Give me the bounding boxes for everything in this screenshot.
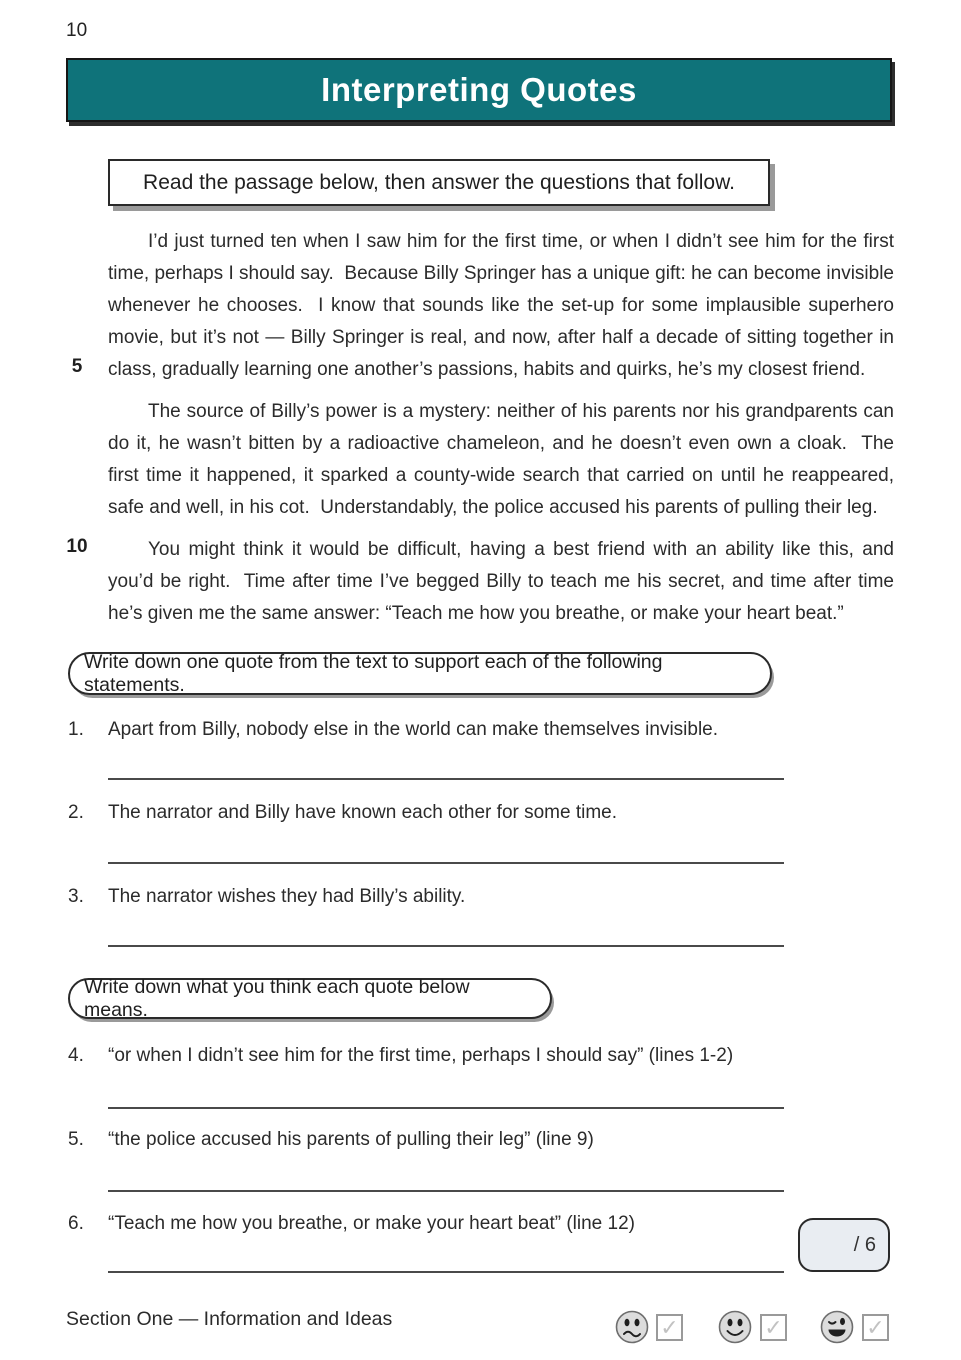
question-6 [68, 1213, 828, 1235]
score-total-label: / 6 [853, 1233, 876, 1256]
passage-paragraph: You might think it would be difficult, having a best friend with an ability like this, and you’d be right. Time after time I’ve begged Billy to teach me his secret, and time after time he’s given me the same answer: “Teach me how you breathe, or make your heart beat.” [108, 539, 900, 624]
question-number: 4. [68, 1045, 84, 1066]
section-footer: Section One — Information and Ideas [66, 1308, 393, 1330]
question-text: “Teach me how you breathe, or make your heart beat” (line 12) [108, 1213, 635, 1234]
passage-paragraph: The source of Billy’s power is a mystery: neither of his parents nor his grandparents can do it, he wasn’t bitten by a radioactive chameleon, and he doesn’t even own a cloak. The first time it happened, it sparked a county-wide search that carried on until he reappeared, safe and well, in his cot. Understandably, the police accused his parents of pulling their leg. [108, 401, 900, 518]
question-number: 1. [68, 719, 84, 740]
question-1 [68, 719, 828, 741]
question-2 [68, 802, 828, 824]
happy-checkbox[interactable] [862, 1314, 889, 1341]
title-banner [66, 58, 892, 122]
instruction-text: Read the passage below, then answer the questions that follow. [143, 170, 735, 194]
answer-line-6[interactable] [108, 1271, 784, 1273]
check-icon: ✓ [660, 1314, 679, 1340]
answer-line-5[interactable] [108, 1190, 784, 1192]
okay-checkbox[interactable] [760, 1314, 787, 1341]
answer-line-3[interactable] [108, 945, 784, 947]
question-4 [68, 1045, 828, 1067]
check-icon: ✓ [764, 1314, 783, 1340]
page-title: Interpreting Quotes [321, 71, 637, 108]
question-text: “or when I didn’t see him for the first time, perhaps I should say” (lines 1-2) [108, 1045, 734, 1066]
smile-face-icon [718, 1310, 752, 1344]
answer-line-2[interactable] [108, 862, 784, 864]
question-3 [68, 886, 828, 908]
question-number: 6. [68, 1213, 84, 1234]
question-number: 5. [68, 1129, 84, 1150]
unsure-face-icon [615, 1310, 649, 1344]
passage-line-marker-10: 10 [66, 536, 88, 557]
task-prompt-quotes [68, 652, 772, 695]
unsure-checkbox[interactable] [656, 1314, 683, 1341]
reading-passage [108, 226, 900, 630]
score-box[interactable] [798, 1218, 890, 1272]
answer-line-4[interactable] [108, 1107, 784, 1109]
page-number: 10 [66, 20, 88, 41]
passage-line-marker-5: 5 [71, 356, 83, 377]
wink-face-icon [820, 1310, 854, 1344]
check-icon: ✓ [866, 1314, 885, 1340]
question-number: 2. [68, 802, 84, 823]
task-prompt-meanings [68, 975, 552, 1021]
task-prompt-text: Write down one quote from the text to support each of the following statements. [84, 650, 663, 696]
passage-paragraph: I’d just turned ten when I saw him for the first time, or when I didn’t see him for the first time, perhaps I should say. Because Billy Springer has a unique gift: he can become invisible whenever he chooses. I know that sounds like the set-up for some implausible superhero movie, but it’s not — Billy Springer is real, and now, after half a decade of sitting together in class, gradually learning one another’s passions, habits and quirks, he’s my closest friend. [108, 231, 900, 380]
question-number: 3. [68, 886, 84, 907]
task-prompt-text: Write down what you think each quote below means. [84, 975, 470, 1021]
question-text: “the police accused his parents of pulling their leg” (line 9) [108, 1129, 594, 1150]
question-5 [68, 1129, 828, 1151]
answer-line-1[interactable] [108, 778, 784, 780]
question-text: The narrator and Billy have known each other for some time. [108, 802, 618, 823]
question-text: The narrator wishes they had Billy’s ability. [108, 886, 466, 907]
question-text: Apart from Billy, nobody else in the world can make themselves invisible. [108, 719, 719, 740]
instruction-box [108, 159, 770, 206]
self-assessment-row [612, 1308, 892, 1348]
